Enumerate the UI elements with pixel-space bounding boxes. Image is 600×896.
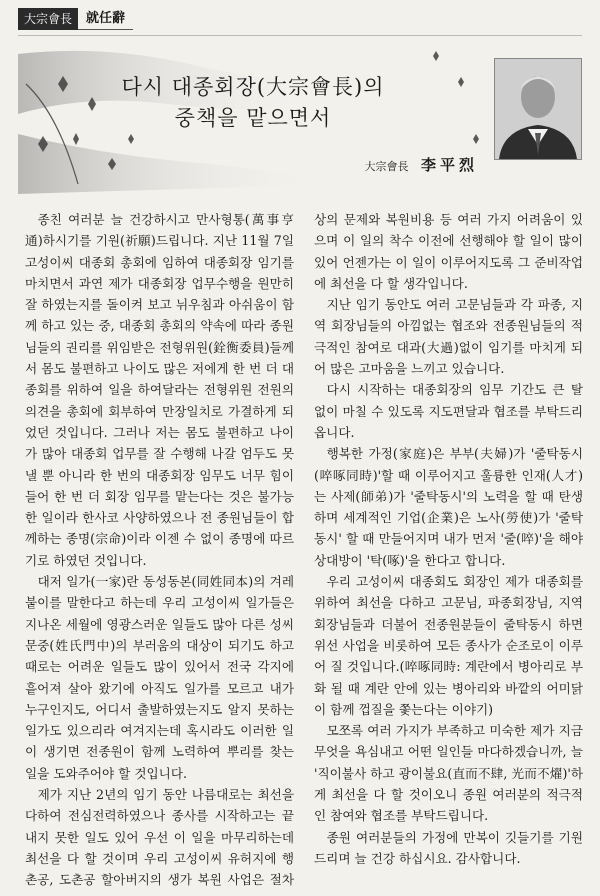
paragraph: 지난 임기 동안도 여러 고문님들과 각 파종, 지역 회장님들의 아낌없는 협조와 전종원님들의 적극적인 참여로 대과(大過)없이 임기를 마치게 되어 많은 고마움을 느끼고 있습니다.: [314, 297, 583, 377]
section-header: [18, 8, 133, 30]
article-header: [18, 44, 582, 196]
byline: [365, 154, 478, 175]
article-body: [25, 209, 583, 893]
author-position: 大宗會長: [364, 160, 409, 173]
header-rule: [18, 35, 582, 36]
paragraph: 종친 여러분 늘 건강하시고 만사형통(萬事亨通)하시기를 기원(祈願)드립니다. 지난 11월 7일 고성이씨 대종회 총회에 임하여 대종회장 임기를 마치면서 과연 제가 대종회장 업무수행을 원만히 잘 하였는지를 돌이켜 보고 뉘우침과 아쉬움이 함께 하고 있는 중, 대종회 총회의 약속에 따라 종원님들의 권리를 위임받은 전형위원(銓衡委員)들께서 몸도 불편하고 나이도 많은 저에게 한 번 더 대종회를 위하여 일을 하여달라는 전형위원 전원의 의견을 총회에 회부하여 만장일치로 가결하게 되었던 것입니다. 그러나 저는 몸도 불편하고 나이가 많아 대종회 업무를 잘 수행해 나갈 엄두도 못 낼 뿐 아니라 한 번의 대종회장 임무도 너무 힘이 들어 한 번 더 회장 임무를 맡는다는 것은 불가능한 일이라 한사코 사양하였으나 전 종원님들이 합께하는 종명(宗命)이라 이젠 수 없이 종명에 따르기로 하였던 것입니다.: [25, 212, 294, 568]
section-name: 就任辭: [78, 8, 133, 30]
paragraph: 제가 지난 2년의 임기 동안 나름대로는 최선을 다하여 전심전력하였으나 종사를 시작하고는 끝내지 못한 일도 있어 우선 이 일을 마무리하는데 최선을 다 할 것이며 우리 고성이씨 유허지에 행촌공, 도촌공 할아버지의 생가 복원 사업은 절차상의 문제와 복원비용 등 여러 가지 어려움이 있으며 이 일의 착수 이전에 선행해야 할 일이 많이 있어 언젠가는 이 일이 이루어지도록 그 준비작업에 최선을 다 할 생각입니다.: [25, 212, 583, 888]
section-tag: 大宗會長: [18, 8, 78, 30]
author-photo: [494, 58, 582, 160]
paragraph: 우리 고성이씨 대종회도 회장인 제가 대종회를 위하여 최선을 다하고 고문님, 파종회장님, 지역회장님들과 더불어 전종원분들이 줄탁동시 하면 위선 사업을 비롯하여 모든 종사가 순조로이 이루어 질 것입니다.(啐啄同時: 계란에서 병아리로 부화 될 때 계란 안에 있는 병아리와 바깥의 어미닭이 함께 껍질을 쫓는다는 이야기): [314, 574, 583, 717]
paragraph: 다시 시작하는 대종회장의 임무 기간도 큰 탈 없이 마칠 수 있도록 지도편달과 협조를 부탁드리옵니다.: [314, 382, 583, 440]
title-line-1: 다시 대종회장(大宗會長)의: [121, 75, 385, 99]
article-title: [18, 72, 488, 134]
paragraph: 종원 여러분들의 가정에 만복이 깃들기를 기원 드리며 늘 건강 하십시요. 감사합니다.: [314, 829, 583, 866]
paragraph: 모쪼록 여러 가지가 부족하고 미숙한 제가 지금 무엇을 욕심내고 어떤 일인들 마다하겠습니까, 늘 '직이불사 하고 광이불요(直而不肆, 光而不燿)'하게 최선을 다 할 것이오니 종원 여러분의 적극적인 참여와 협조를 부탁드립니다.: [314, 723, 583, 824]
author-name: 李平烈: [420, 156, 478, 174]
paragraph: 대저 일가(一家)란 동성동본(同姓同本)의 겨레붙이를 말한다고 하는데 우리 고성이씨 일가들은 지나온 세월에 영광스러운 일들도 많아 다른 성씨문중(姓氏門中)의 부러움의 대상이 되기도 하고 때로는 어려운 일들도 많이 있어서 전국 각지에 흩어져 살아 왔기에 아직도 일가를 모르고 내가 누구인지도, 어디서 출발하였는지도 알지 못하는 일가도 있으리라 여겨지는데 혹시라도 이러한 일이 생기면 전종원이 함께 노력하여 뿌리를 찾는 일을 도와주어야 할 것입니다.: [25, 574, 294, 781]
paragraph: 행복한 가정(家庭)은 부부(夫婦)가 '줄탁동시(啐啄同時)'할 때 이루어지고 훌륭한 인재(人才)는 사제(師弟)가 '줄탁동시'의 노력을 할 때 탄생하며 세계적인 기업(企業)은 노사(勞使)가 '줄탁동시' 할 때 만들어지며 내가 먼저 '줄(啐)'을 해야 상대방이 '탁(啄)'을 한다고 합니다.: [314, 446, 583, 568]
title-line-2: 중책을 맡으면서: [174, 106, 332, 130]
